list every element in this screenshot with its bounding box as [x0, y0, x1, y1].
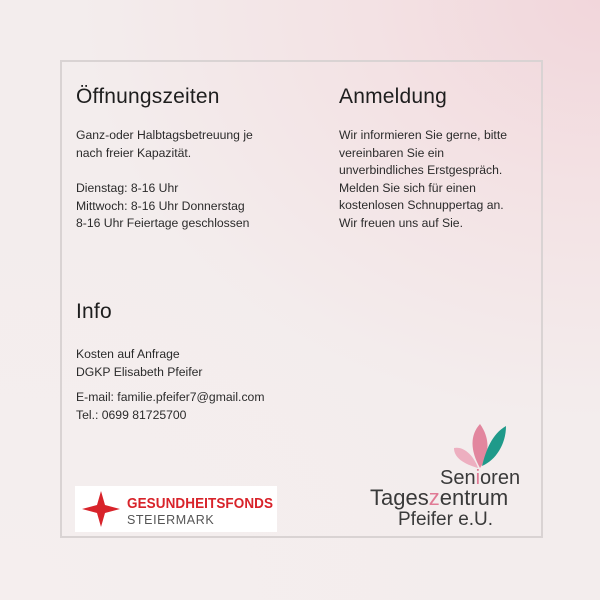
anmeldung-line: Wir informieren Sie gerne, bitte: [339, 128, 507, 142]
anmeldung-heading: Anmeldung: [339, 85, 448, 108]
pfeifer-line: Pfeifer e.U.: [398, 509, 494, 530]
red-star-icon: [81, 490, 121, 528]
phone-line[interactable]: Tel.: 0699 81725700: [76, 407, 187, 422]
tageszentrum-line: Tageszentrum: [370, 485, 509, 510]
info-heading: Info: [76, 300, 112, 323]
kosten-line: DGKP Elisabeth Pfeifer: [76, 364, 203, 379]
opening-hours-text: [76, 180, 249, 233]
betreuung-line: Ganz-oder Halbtagsbetreuung je: [76, 128, 253, 142]
gesundheitsfonds-name: GESUNDHEITSFONDS: [127, 496, 274, 512]
anmeldung-line: unverbindliches Erstgespräch.: [339, 163, 503, 177]
anmeldung-line: Melden Sie sich für einen: [339, 180, 476, 195]
senioren-tageszentrum-logo: [360, 420, 540, 540]
anmeldung-line: Wir freuen uns auf Sie.: [339, 215, 463, 230]
kosten-line: Kosten auf Anfrage: [76, 347, 180, 361]
opening-hours-line: 8-16 Uhr Feiertage geschlossen: [76, 216, 250, 230]
opening-hours-line: Dienstag: 8-16 Uhr: [76, 181, 179, 195]
opening-hours-line: Mittwoch: 8-16 Uhr Donnerstag: [76, 198, 245, 213]
gesundheitsfonds-logo: [75, 486, 277, 532]
anmeldung-text: [339, 127, 507, 232]
email-line[interactable]: E-mail: familie.pfeifer7@gmail.com: [76, 390, 265, 404]
anmeldung-line: vereinbaren Sie ein: [339, 145, 445, 160]
kosten-text: [76, 346, 202, 381]
kontakt-text: [76, 389, 264, 424]
anmeldung-line: kostenlosen Schnuppertag an.: [339, 198, 504, 212]
senioren-line: Senioren: [440, 467, 521, 489]
betreuung-line: nach freier Kapazität.: [76, 145, 192, 160]
gesundheitsfonds-region: STEIERMARK: [127, 513, 215, 527]
oeffnungszeiten-heading: Öffnungszeiten: [76, 85, 220, 108]
betreuung-text: [76, 127, 253, 162]
